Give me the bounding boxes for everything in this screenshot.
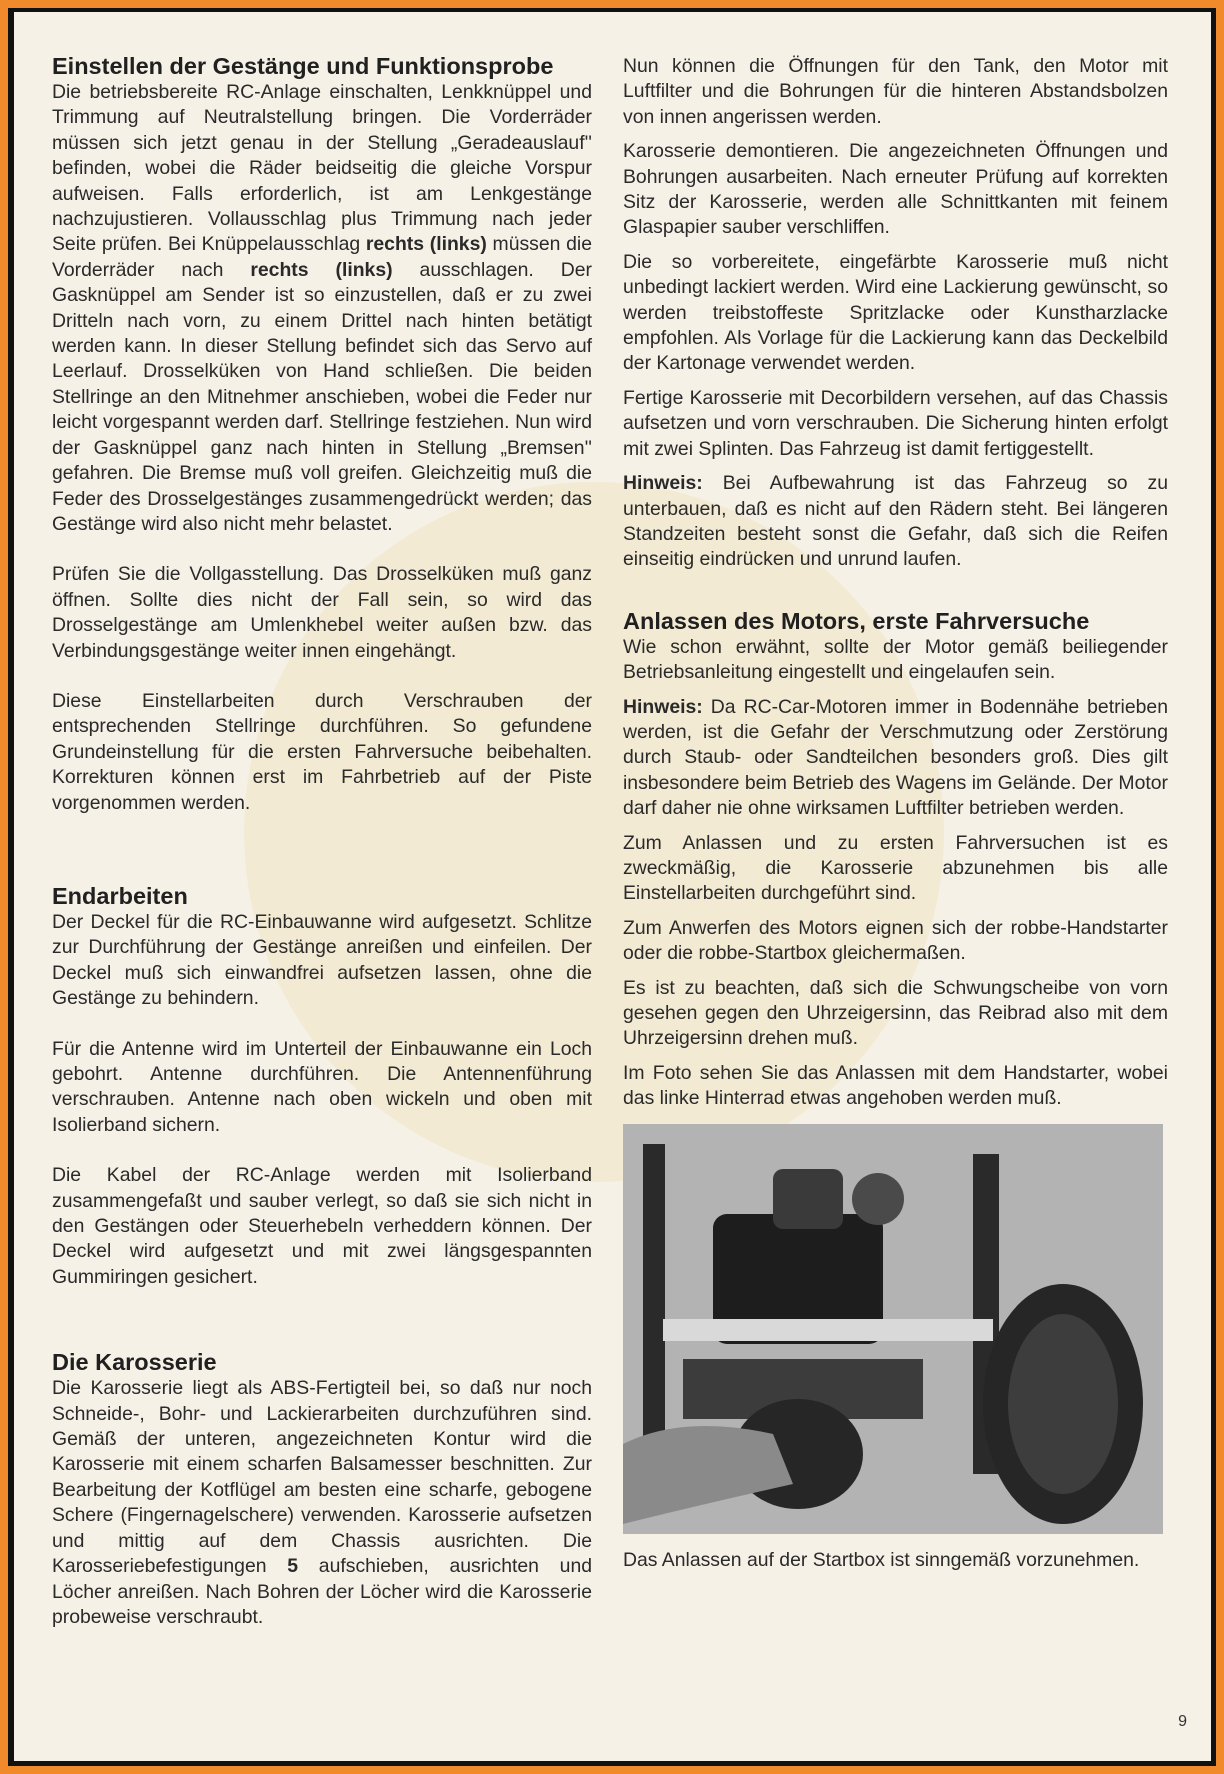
paragraph: Diese Einstellarbeiten durch Verschrauben der entsprechenden Stellringe durchführen. So gefundene Grundeinstellung für die ersten Fahrversuche beibehalten. Korrekturen können erst im Fahrbetrieb auf der Piste vorgenommen werden. xyxy=(52,689,592,814)
paragraph: Wie schon erwähnt, sollte der Motor gemäß beiliegender Betriebsanleitung eingestellt und eingelaufen sein. xyxy=(623,635,1168,684)
engine-start-photo xyxy=(623,1124,1163,1534)
page-number: 9 xyxy=(1178,1713,1187,1730)
paragraph: Zum Anwerfen des Motors eignen sich der robbe-Handstarter oder die robbe-Startbox gleichermaßen. xyxy=(623,916,1168,965)
paragraph: Für die Antenne wird im Unterteil der Einbauwanne ein Loch gebohrt. Antenne durchführen. Die Antennenführung verschrauben. Antenne nach oben wickeln und oben mit Isolierband sichern. xyxy=(52,1037,592,1136)
section-heading: Die Karosserie xyxy=(52,1349,217,1376)
photo-caption: Das Anlassen auf der Startbox ist sinngemäß vorzunehmen. xyxy=(623,1548,1140,1571)
section-heading: Anlassen des Motors, erste Fahrversuche xyxy=(623,607,1090,634)
paragraph: Fertige Karosserie mit Decorbildern versehen, auf das Chassis aufsetzen und vorn verschrauben. Die Sicherung hinten erfolgt mit zwei Splinten. Das Fahrzeug ist damit fertiggestellt. xyxy=(623,386,1168,460)
hint-paragraph: Hinweis: Bei Aufbewahrung ist das Fahrzeug so zu unterbauen, daß es nicht auf den Rädern steht. Bei längeren Standzeiten besteht sonst die Gefahr, daß sich die Reifen einseitig eindrücken und unrund laufen. xyxy=(623,472,1168,571)
paragraph: Die Karosserie liegt als ABS-Fertigteil bei, so daß nur noch Schneide-, Bohr- und Lackierarbeiten durchzuführen sind. Gemäß der unteren, angezeichneten Kontur wird die Karosserie mit einem scharfen Balsamesser beschnitten. Zur Bearbeitung der Kotflügel am besten eine scharfe, gebogene Schere (Fingernagelschere) verwenden. Karosserie aufsetzen und mittig auf dem Chassis ausrichten. Die Karosseriebefestigungen 5 aufschieben, ausrichten und Löcher anreißen. Nach Bohren der Löcher wird die Karosserie probeweise verschraubt. xyxy=(52,1377,593,1628)
paragraph: Der Deckel für die RC-Einbauwanne wird aufgesetzt. Schlitze zur Durchführung der Gestänge anreißen und einfeilen. Der Deckel muß sich einwandfrei aufsetzen lassen, ohne die Gestänge zu behindern. xyxy=(52,910,592,1010)
paragraph: Zum Anlassen und zu ersten Fahrversuchen ist es zweckmäßig, die Karosserie abzunehmen bis alle Einstellarbeiten durchgeführt sind. xyxy=(623,831,1168,905)
paragraph: Im Foto sehen Sie das Anlassen mit dem Handstarter, wobei das linke Hinterrad etwas angehoben werden muß. xyxy=(623,1061,1168,1110)
paragraph: Die Kabel der RC-Anlage werden mit Isolierband zusammengefaßt und sauber verlegt, so daß sie sich nicht in den Gestängen oder Steuerhebeln verheddern können. Der Deckel wird aufgesetzt und mit zwei längsgespannten Gummiringen gesichert. xyxy=(52,1164,592,1288)
paragraph: Die so vorbereitete, eingefärbte Karosserie muß nicht unbedingt lackiert werden. Wird eine Lackierung gewünscht, so werden treibstoffeste Spritzlacke oder Kunstharzlacke empfohlen. Als Vorlage für die Lackierung kann das Deckelbild der Kartonage verwendet werden. xyxy=(623,250,1168,375)
section-heading: Einstellen der Gestänge und Funktionsprobe xyxy=(52,53,554,79)
paragraph: Die betriebsbereite RC-Anlage einschalten, Lenkknüppel und Trimmung auf Neutralstellung bringen. Die Vorderräder müssen sich jetzt genau in der Stellung „Geradeauslauf'' befinden, wobei die Räder beidseitig die gleiche Vorspur aufweisen. Falls erforderlich, ist am Lenkgestänge nachzujustieren. Vollausschlag plus Trimmung nach jeder Seite prüfen. Bei Knüppelausschlag rechts (links) müssen die Vorderräder nach rechts (links) ausschlagen. Der Gasknüppel am Sender ist so einzustellen, daß er zu zwei Dritteln nach vorn, zu einem Drittel nach hinten betätigt werden kann. In dieser Stellung befindet sich das Servo auf Leerlauf. Drosselküken von Hand schließen. Die beiden Stellringe an den Mitnehmer anschieben, wobei die Feder nur leicht vorgespannt werden darf. Stellringe festziehen. Nun wird der Gasknüppel ganz nach hinten in Stellung „Bremsen'' gefahren. Die Bremse muß voll greifen. Gleichzeitig muß die Feder des Drosselgestänges zusammengedrückt werden; das Gestänge wird also nicht mehr belastet. xyxy=(52,81,593,535)
paragraph: Nun können die Öffnungen für den Tank, den Motor mit Luftfilter und die Bohrungen für die hinteren Abstandsbolzen von innen angerissen werden. xyxy=(623,55,1168,128)
document-page xyxy=(14,12,1211,1761)
paragraph: Prüfen Sie die Vollgasstellung. Das Drosselküken muß ganz öffnen. Sollte dies nicht der Fall sein, so wird das Drosselgestänge am Umlenkhebel weiter außen bzw. das Verbindungsgestänge weiter innen eingehängt. xyxy=(52,563,592,662)
section-heading: Endarbeiten xyxy=(52,882,188,909)
hint-paragraph: Hinweis: Da RC-Car-Motoren immer in Bodennähe betrieben werden, ist die Gefahr der Verschmutzung oder Zerstörung durch Staub- oder Sandteilchen besonders groß. Dies gilt insbesondere beim Betrieb des Wagens im Gelände. Der Motor darf daher nie ohne wirksamen Luftfilter betrieben werden. xyxy=(623,695,1168,820)
paragraph: Es ist zu beachten, daß sich die Schwungscheibe von vorn gesehen gegen den Uhrzeigersinn, das Reibrad also mit dem Uhrzeigersinn drehen muß. xyxy=(623,976,1168,1050)
right-column xyxy=(623,54,1168,1573)
photo-illustration xyxy=(623,1124,1163,1534)
paragraph: Karosserie demontieren. Die angezeichneten Öffnungen und Bohrungen ausarbeiten. Nach erneuter Prüfung auf korrekten Sitz der Karosserie, werden alle Schnittkanten mit feinem Glaspapier sauber verschliffen. xyxy=(623,140,1168,239)
left-column xyxy=(52,52,592,1630)
